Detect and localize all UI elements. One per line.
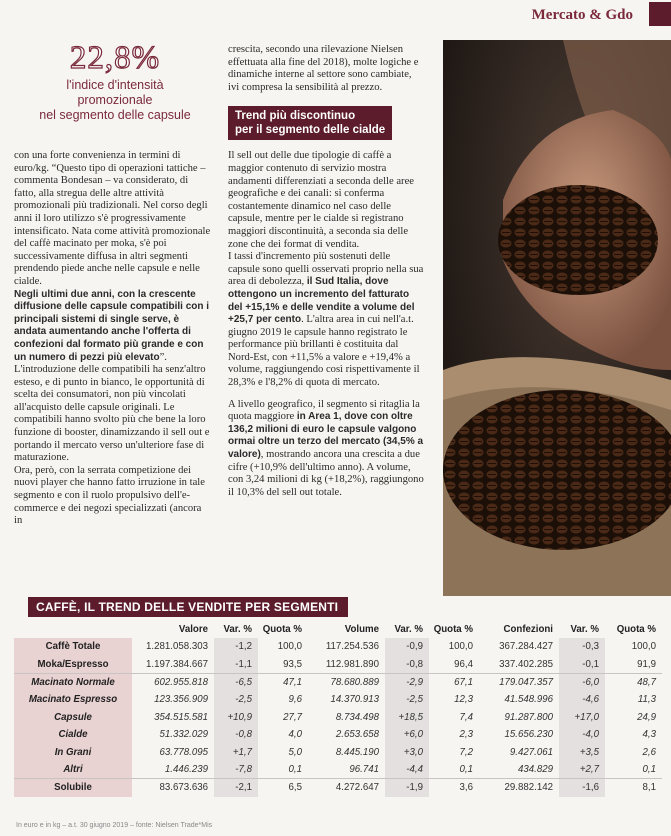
- table-cell: 337.402.285: [479, 655, 559, 673]
- table-cell: 67,1: [454, 676, 473, 688]
- table-cell: -1,9: [385, 779, 429, 797]
- table-cell: 83.673.636: [159, 782, 208, 794]
- bold-text: in Area 1, dove con oltre 136,2 milioni di euro le capsule valgono ormai oltre un terzo del mercato (34,5% a valore): [228, 411, 424, 461]
- column-header: Volume: [344, 623, 379, 635]
- table-cell: +3,5: [559, 743, 605, 760]
- table-cell: -4,4: [385, 761, 429, 779]
- table-cell: 24,9: [637, 711, 656, 723]
- table-cell: -2,5: [214, 691, 258, 708]
- column-header: Var. %: [223, 623, 252, 635]
- table-row: [14, 709, 662, 726]
- stat-caption-line: promozionale: [77, 93, 153, 107]
- table-cell: +3,0: [385, 743, 429, 760]
- highlight-stat: [20, 40, 210, 123]
- table-cell: 9,6: [288, 694, 302, 706]
- table-cell: 100,0: [277, 641, 302, 653]
- column-header: Valore: [178, 623, 208, 635]
- table-cell: -0,8: [385, 655, 429, 673]
- table-cell: -0,9: [385, 638, 429, 655]
- table-cell: 112.981.890: [308, 655, 385, 673]
- table-row: [14, 761, 662, 779]
- column-header: [14, 620, 132, 638]
- table-cell: 2,6: [642, 746, 656, 758]
- table-cell: 4.272.647: [335, 782, 379, 794]
- table-cell: +2,7: [559, 761, 605, 779]
- table-cell: 1.281.058.303: [146, 641, 208, 653]
- section-bar: [649, 2, 671, 26]
- column-header: Var. %: [570, 623, 599, 635]
- paragraph: A livello geografico, il segmento si ritaglia la quota maggiore in Area 1, dove con oltre 136,2 milioni di euro le capsule valgono ormai oltre un terzo del mercato (34,5% a valore), mostrando ancora una crescita a due cifre (+10,9% dell'ultimo anno). A volume, con 3,24 milioni di kg (+18,2%), raggiungono il 10,3% del sell out totale.: [228, 398, 424, 498]
- table-cell: 1.197.384.667: [132, 655, 214, 673]
- table-cell: 100,0: [631, 641, 656, 653]
- table-cell: 48,7: [637, 676, 656, 688]
- table-cell: 123.356.909: [154, 694, 208, 706]
- table-cell: 47,1: [283, 676, 302, 688]
- segment-label: Cialde: [14, 726, 132, 743]
- table-cell: -1,1: [214, 655, 258, 673]
- table-cell: +17,0: [559, 709, 605, 726]
- table-cell: 11,3: [637, 694, 656, 706]
- coffee-beans-photo: [443, 40, 671, 596]
- table-cell: 0,1: [258, 761, 308, 779]
- table-cell: 2,3: [459, 729, 473, 741]
- segment-label: Solubile: [14, 779, 132, 797]
- paragraph: con una forte convenienza in termini di euro/kg. “Questo tipo di operazioni tattiche – commenta Bondesan – va considerato, di fatto, alla stregua delle altre attività promozionali più tradizionali. Nel corso degli anni il loro utilizzo s'è progressivamente intensificato. Nata come attività promozionale del caffè macinato per moka, s'è poi successivamente diffusa in altri segmenti prendendo piede anche nelle capsule e nelle cialde. Negli ultimi due anni, con la crescente diffusione delle capsule compatibili con i principali sistemi di single serve, è andata aumentando anche l'offerta di confezioni dal formato più grande e con un numero di pezzi più elevato”.: [14, 150, 211, 363]
- table-row: [14, 779, 662, 797]
- column-header: Quota %: [433, 623, 473, 635]
- table-cell: 602.955.818: [154, 676, 208, 688]
- table-cell: 91,9: [605, 655, 662, 673]
- table-cell: -7,8: [214, 761, 258, 779]
- stat-caption: [20, 78, 210, 123]
- table-cell: 354.515.581: [154, 711, 208, 723]
- table-cell: 14.370.913: [330, 694, 379, 706]
- table-cell: 4,0: [288, 729, 302, 741]
- column-header: Confezioni: [503, 623, 553, 635]
- table-cell: 100,0: [448, 641, 473, 653]
- segment-label: Capsule: [14, 709, 132, 726]
- table-cell: 6,5: [288, 782, 302, 794]
- stat-caption-line: l'indice d'intensità: [66, 78, 164, 92]
- table-cell: +1,7: [214, 743, 258, 760]
- table-cell: 78.680.889: [330, 676, 379, 688]
- table-cell: -2,9: [385, 673, 429, 691]
- table-cell: -4,6: [559, 691, 605, 708]
- table-cell: 9.427.061: [509, 746, 553, 758]
- stat-caption-line: nel segmento delle capsule: [39, 108, 191, 122]
- segment-label: Moka/Espresso: [14, 655, 132, 673]
- table-row: [14, 743, 662, 760]
- table-cell: +18,5: [385, 709, 429, 726]
- bold-quote: Negli ultimi due anni, con la crescente diffusione delle capsule compatibili con i principali sistemi di single serve, è andata aumentando anche l'offerta di confezioni dal formato più grande e con un numero di pezzi più elevato: [14, 288, 210, 363]
- table-cell: 15.656.230: [504, 729, 553, 741]
- paragraph: Il sell out delle due tipologie di caffè a maggior contenuto di servizio mostra andamenti differenziati a seconda delle aree geografiche e dei canali: si conferma costantemente dinamico nel caso delle capsule, mentre per le cialde si registrano maggiori discontinuità, a seconda sia delle zone che dei format di vendita.: [228, 150, 414, 250]
- subheading-line: Trend più discontinuo: [235, 110, 356, 123]
- coffee-beans-illustration: [443, 40, 671, 596]
- column-header: Var. %: [394, 623, 423, 635]
- paragraph: crescita, secondo una rilevazione Nielsen effettuata alla fine del 2018), molte logiche e dinamiche interne al settore sono cambiate, ivi compresa la sensibilità al prezzo.: [228, 44, 419, 93]
- table-cell: +6,0: [385, 726, 429, 743]
- table-cell: 27,7: [283, 711, 302, 723]
- table-row: [14, 638, 662, 655]
- segment-label: In Grani: [14, 743, 132, 760]
- table-header-row: [14, 620, 662, 638]
- table-cell: 5,0: [288, 746, 302, 758]
- table-row: [14, 726, 662, 743]
- table-cell: 93,5: [258, 655, 308, 673]
- table-cell: 91.287.800: [504, 711, 553, 723]
- table-cell: 434.829: [479, 761, 559, 779]
- table-cell: 117.254.536: [325, 641, 379, 653]
- table-row: [14, 691, 662, 708]
- table-cell: 367.284.427: [499, 641, 553, 653]
- table-cell: -2,5: [385, 691, 429, 708]
- table-cell: 63.778.095: [159, 746, 208, 758]
- stat-value: 22,8%: [69, 40, 161, 76]
- subheading-line: per il segmento delle cialde: [235, 124, 386, 137]
- table-cell: -2,1: [214, 779, 258, 797]
- table-cell: 8.734.498: [335, 711, 379, 723]
- column-header: Quota %: [262, 623, 302, 635]
- table-cell: 96,4: [429, 655, 479, 673]
- table-cell: 41.548.996: [504, 694, 553, 706]
- table-cell: 0,1: [429, 761, 479, 779]
- table-cell: 0,1: [605, 761, 662, 779]
- table-cell: 96.741: [308, 761, 385, 779]
- table-cell: 179.047.357: [499, 676, 553, 688]
- table-cell: 29.882.142: [504, 782, 553, 794]
- table-cell: +10,9: [214, 709, 258, 726]
- section-title: Mercato & Gdo: [531, 7, 633, 23]
- table-cell: 7,2: [459, 746, 473, 758]
- table-footnote: In euro e in kg – a.t. 30 giugno 2019 – fonte: Nielsen Trade*Mis: [16, 822, 213, 829]
- paragraph: Ora, però, con la serrata competizione dei nuovi player che hanno fatto irruzione in tale segmento e con il ruolo propulsivo dell'e-commerce e dei negozi specializzati (ancora in: [14, 464, 205, 527]
- sales-trend-table: [14, 620, 662, 797]
- column-header: Quota %: [616, 623, 656, 635]
- table-row: [14, 673, 662, 691]
- table-cell: 1.446.239: [132, 761, 214, 779]
- table-cell: 4,3: [642, 729, 656, 741]
- article-column-2: [228, 44, 424, 499]
- table-cell: -6,5: [214, 673, 258, 691]
- table-cell: -1,6: [559, 779, 605, 797]
- section-header: [491, 0, 671, 32]
- paragraph: L'introduzione delle compatibili ha senz'altro esteso, e di punto in bianco, le opportunità di scelta dei consumatori, non più vincolati all'acquisto delle capsule originali. Le compatibili hanno svolto più che bene la loro funzione di booster, dinamizzando il sell out e portando il mercato verso un'ulteriore fase di maturazione.: [14, 364, 210, 464]
- segment-label: Altri: [14, 761, 132, 779]
- subheading: [228, 106, 392, 140]
- segment-label: Macinato Normale: [14, 673, 132, 691]
- segment-label: Macinato Espresso: [14, 691, 132, 708]
- table-cell: -0,8: [214, 726, 258, 743]
- table-cell: 7,4: [459, 711, 473, 723]
- table-cell: 51.332.029: [159, 729, 208, 741]
- table-title: CAFFÈ, IL TREND DELLE VENDITE PER SEGMENTI: [28, 597, 348, 617]
- table-cell: -0,3: [559, 638, 605, 655]
- segment-label: Caffè Totale: [14, 638, 132, 655]
- table-cell: 3,6: [459, 782, 473, 794]
- table-cell: -0,1: [559, 655, 605, 673]
- table-cell: -1,2: [214, 638, 258, 655]
- table-cell: -6,0: [559, 673, 605, 691]
- table-cell: 2.653.658: [335, 729, 379, 741]
- article-column-1: [14, 150, 211, 528]
- paragraph: I tassi d'incremento più sostenuti delle capsule sono quelli osservati proprio nella sua area di debolezza, il Sud Italia, dove ottengono un incremento del fatturato del +15,1% e delle vendite a volume del +25,7 per cento. L'altra area in cui nell'a.t. giugno 2019 le capsule hanno registrato le performance più brillanti è costituita dal Nord-Est, con +11,5% a valore e +19,4% a volume, raggiungendo così rispettivamente il 28,3% e l'8,2% di quota di mercato.: [228, 251, 424, 389]
- table-cell: -4,0: [559, 726, 605, 743]
- table-cell: 8.445.190: [335, 746, 379, 758]
- bold-text: il Sud Italia, dove ottengono un incremento del fatturato del +15,1% e delle vendite a volume del +25,7 per cento: [228, 276, 415, 326]
- table-cell: 8,1: [642, 782, 656, 794]
- table-cell: 12,3: [454, 694, 473, 706]
- table-row: [14, 655, 662, 673]
